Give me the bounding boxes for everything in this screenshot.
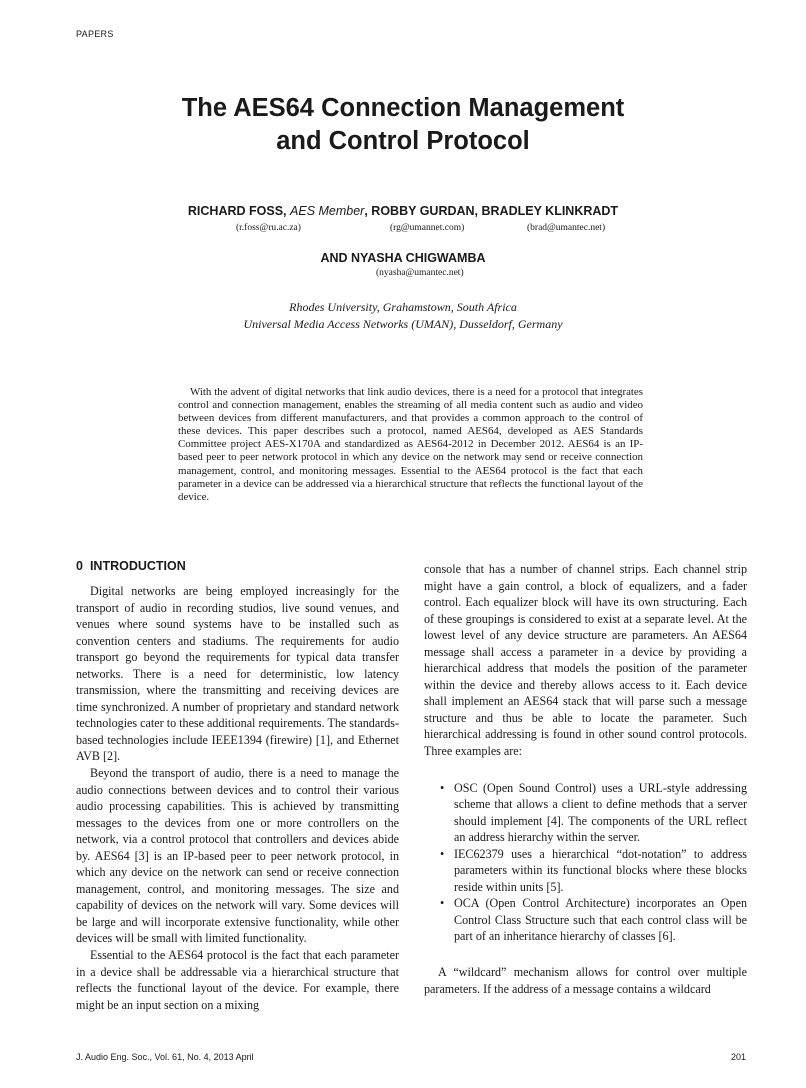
list-item	[440, 895, 747, 945]
author-email: (nyasha@umantec.net)	[376, 268, 464, 278]
abstract	[178, 386, 643, 504]
title-line-1: The AES64 Connection Management	[181, 94, 625, 122]
affiliation: Rhodes University, Grahamstown, South Africa	[289, 300, 517, 314]
affiliation: Universal Media Access Networks (UMAN), Dusseldorf, Germany	[243, 317, 563, 331]
author-email: (rg@umannet.com)	[390, 223, 465, 233]
author-email: (brad@umantec.net)	[527, 223, 606, 233]
page-number: 201	[730, 1052, 746, 1062]
body-paragraph: Beyond the transport of audio, there is a need to manage the audio connections between devices and to control their various audio processing capabilities. This is achieved by transmitting messages to the devices from one or more controllers on the network, via a control protocol that controllers and devices abide by. AES64 [3] is an IP-based peer to peer network protocol, in which any device on the network can send or receive connection management, control, and monitoring messages. The size and capability of devices on the network will vary. Some devices will be large and will incorporate extensive functionality, while other devices will be small with limited functionality.	[76, 766, 399, 946]
list-item	[440, 780, 747, 846]
author-email: (r.foss@ru.ac.za)	[236, 223, 301, 233]
body-paragraph: Digital networks are being employed increasingly for the transport of audio in recording studios, live sound venues, and venues where sound systems have to be installed such as convention centers and stadiums. The requirements for audio transport go beyond the requirements for typical data transfer networks. There is a need for deterministic, low latency transmission, where the transmitting and receiving devices are time synchronized. A number of proprietary and standard network technologies cater to these additional requirements. The standards-based technologies include IEEE1394 (firewire) [1], and Ethernet AVB [2].	[76, 584, 399, 764]
bullet-icon: •	[440, 780, 445, 795]
author-list-1	[60, 204, 746, 218]
author-names: , ROBBY GURDAN, BRADLEY KLINKRADT	[364, 204, 619, 218]
list-item-text: OCA (Open Control Architecture) incorporates an Open Control Class Structure such that each control class will be part of an inheritance hierarchy of classes [6].	[454, 896, 747, 944]
author-name: RICHARD FOSS,	[187, 204, 287, 218]
list-item	[440, 846, 747, 896]
section-heading	[76, 559, 186, 573]
title-line-2: and Control Protocol	[276, 127, 530, 155]
bullet-icon: •	[440, 846, 445, 861]
list-item-text: OSC (Open Sound Control) uses a URL-style addressing scheme that allows a client to define methods that a server should implement [4]. The components of the URL reflect an address hierarchy within the server.	[454, 780, 747, 845]
body-paragraph: A “wildcard” mechanism allows for control over multiple parameters. If the address of a message contains a wildcard	[424, 965, 747, 996]
section-title: INTRODUCTION	[89, 559, 186, 573]
paper-title	[60, 92, 746, 158]
bullet-icon: •	[440, 896, 445, 911]
right-column	[424, 561, 747, 997]
author-role: AES Member	[290, 204, 365, 218]
bullet-list	[424, 780, 747, 945]
body-paragraph: console that has a number of channel strips. Each channel strip might have a gain control, a block of equalizers, and a fader control. Each equalizer block will have its own structuring. Each of these groupings is considered to exist at a separate level. At the lowest level of any device structure are parameters. An AES64 message shall access a parameter in a device by providing a hierarchical address that models the position of the parameter within the device and thereby allows access to it. Each device shall implement an AES64 stack that will parse such a message structure and thus be able to locate the parameter. Such hierarchical addressing is found in other sound control protocols. Three examples are:	[424, 562, 747, 759]
abstract-text: With the advent of digital networks that link audio devices, there is a need for a protocol that integrates control and connection management, enables the streaming of all media content such as audio and video between devices from different manufacturers, and that provides a common approach to the control of these devices. This paper describes such a protocol, named AES64, developed as AES Standards Committee project AES-X170A and standardized as AES64-2012 in December 2012. AES64 is an IP-based peer to peer network protocol in which any device on the network may send or receive connection management, control, and monitoring messages. Essential to the AES64 protocol is the fact that each parameter in a device can be addressed via a hierarchical structure that reflects the functional layout of the device.	[178, 386, 643, 503]
list-item-text: IEC62379 uses a hierarchical “dot-notation” to address parameters within its functional blocks where these blocks reside within units [5].	[454, 846, 747, 894]
footer-citation: J. Audio Eng. Soc., Vol. 61, No. 4, 2013 April	[76, 1052, 254, 1062]
running-head: PAPERS	[76, 29, 114, 39]
section-number: 0	[76, 559, 83, 573]
left-column	[76, 583, 399, 1013]
body-paragraph: Essential to the AES64 protocol is the fact that each parameter in a device shall be addressable via a hierarchical structure that reflects the functional layout of the device. For example, there might be an input section on a mixing	[76, 948, 399, 1012]
author-list-2: AND NYASHA CHIGWAMBA	[320, 251, 486, 265]
